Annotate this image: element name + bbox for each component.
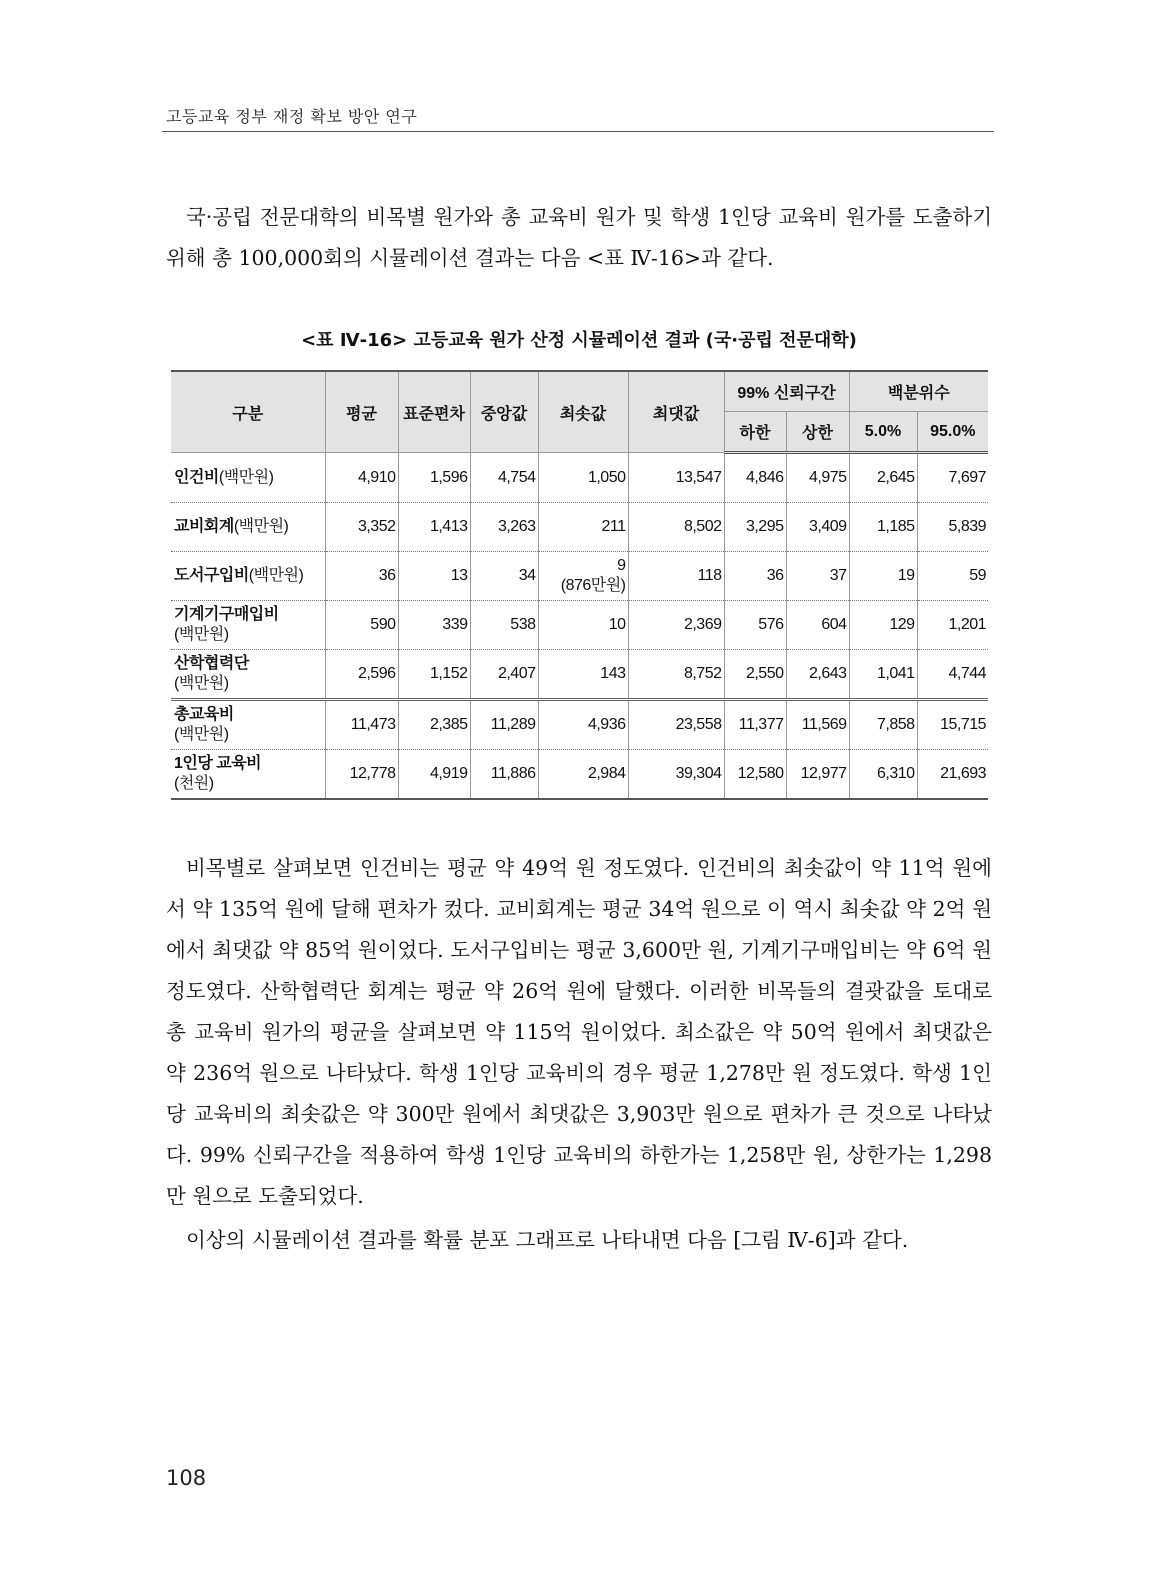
cell-sd: 1,413 — [398, 503, 470, 552]
cell-min: 10 — [538, 601, 628, 650]
cell-median: 34 — [470, 552, 538, 601]
page-number: 108 — [166, 1466, 207, 1490]
cell-ci-lower: 576 — [724, 601, 786, 650]
header-min: 최솟값 — [538, 371, 628, 453]
cell-mean: 11,473 — [325, 700, 398, 750]
cell-min-note: (876만원) — [560, 577, 626, 594]
cell-mean: 2,596 — [325, 650, 398, 700]
cell-ci-upper: 37 — [786, 552, 849, 601]
cell-min: 211 — [538, 503, 628, 552]
header-max: 최댓값 — [628, 371, 724, 453]
cell-median: 11,289 — [470, 700, 538, 750]
cell-min: 4,936 — [538, 700, 628, 750]
cell-max: 39,304 — [628, 750, 724, 800]
cell-min: 1,050 — [538, 453, 628, 503]
row-label — [171, 552, 325, 601]
cell-max: 8,752 — [628, 650, 724, 700]
table-row — [171, 453, 988, 503]
intro-text: 국·공립 전문대학의 비목별 원가와 총 교육비 원가 및 학생 1인당 교육비 원가를 도출하기 위해 총 100,000회의 시뮬레이션 결과는 다음 <표 Ⅳ-16>과 같다. — [166, 205, 992, 270]
cell-p5: 19 — [849, 552, 917, 601]
table-row — [171, 750, 988, 800]
cell-ci-lower: 3,295 — [724, 503, 786, 552]
table-row — [171, 552, 988, 601]
row-label-name: 기계기구매입비 — [174, 606, 279, 623]
cell-median: 2,407 — [470, 650, 538, 700]
row-label-name: 도서구입비 — [174, 567, 249, 584]
cell-p5: 129 — [849, 601, 917, 650]
row-label — [171, 650, 325, 700]
cell-sd: 4,919 — [398, 750, 470, 800]
row-label — [171, 601, 325, 650]
cell-p95: 1,201 — [917, 601, 988, 650]
cell-sd: 1,596 — [398, 453, 470, 503]
cell-p95: 7,697 — [917, 453, 988, 503]
row-label-name: 교비회계 — [174, 518, 234, 535]
row-label-unit: (백만원) — [233, 518, 289, 535]
cell-min-value: 9 — [617, 557, 626, 574]
cell-max: 13,547 — [628, 453, 724, 503]
header-percentile: 백분위수 — [849, 371, 988, 412]
table-row — [171, 700, 988, 750]
cell-p5: 1,185 — [849, 503, 917, 552]
cell-mean: 36 — [325, 552, 398, 601]
cell-min — [538, 552, 628, 601]
header-ci-lower: 하한 — [724, 412, 786, 453]
table-caption: <표 Ⅳ-16> 고등교육 원가 산정 시뮬레이션 결과 (국·공립 전문대학) — [301, 330, 857, 351]
cell-median: 4,754 — [470, 453, 538, 503]
cell-median: 3,263 — [470, 503, 538, 552]
header-sd: 표준편차 — [398, 371, 470, 453]
cell-mean: 590 — [325, 601, 398, 650]
cell-p95: 21,693 — [917, 750, 988, 800]
header-mean: 평균 — [325, 371, 398, 453]
row-label-unit: (백만원) — [174, 726, 229, 743]
simulation-results-table — [171, 370, 988, 800]
cell-ci-upper: 2,643 — [786, 650, 849, 700]
row-label-name: 산학협력단 — [174, 655, 249, 672]
body-text-2: 이상의 시뮬레이션 결과를 확률 분포 그래프로 나타내면 다음 [그림 Ⅳ-6]과 같다. — [186, 1228, 909, 1252]
cell-p95: 4,744 — [917, 650, 988, 700]
body-text-1: 비목별로 살펴보면 인건비는 평균 약 49억 원 정도였다. 인건비의 최솟값이 약 11억 원에서 약 135억 원에 달해 편차가 컸다. 교비회계는 평균 34억 원으로 이 역시 최솟값 약 2억 원에서 최댓값 약 85억 원이었다. 도서구입비는 평균 3,600만 원, 기계기구매입비는 약 6억 원 정도였다. 산학협력단 회계는 평균 약 26억 원에 달했다. 이러한 비목들의 결괏값을 토대로 총 교육비 원가의 평균을 살펴보면 약 115억 원이었다. 최소값은 약 50억 원에서 최댓값은 약 236억 원으로 나타났다. 학생 1인당 교육비의 경우 평균 1,278만 원 정도였다. 학생 1인당 교육비의 최솟값은 약 300만 원에서 최댓값은 3,903만 원으로 편차가 큰 것으로 나타났다. 99% 신뢰구간을 적용하여 학생 1인당 교육비의 하한가는 1,258만 원, 상한가는 1,298만 원으로 도출되었다. — [166, 856, 992, 1208]
header-median: 중앙값 — [470, 371, 538, 453]
cell-min: 143 — [538, 650, 628, 700]
row-label — [171, 453, 325, 503]
cell-ci-lower: 4,846 — [724, 453, 786, 503]
row-label — [171, 750, 325, 800]
cell-max: 118 — [628, 552, 724, 601]
cell-max: 23,558 — [628, 700, 724, 750]
cell-p5: 2,645 — [849, 453, 917, 503]
cell-max: 2,369 — [628, 601, 724, 650]
cell-ci-upper: 11,569 — [786, 700, 849, 750]
cell-sd: 339 — [398, 601, 470, 650]
header-ci-upper: 상한 — [786, 412, 849, 453]
cell-p95: 5,839 — [917, 503, 988, 552]
header-rule — [162, 131, 994, 132]
row-label-name: 총교육비 — [174, 706, 234, 723]
cell-sd: 13 — [398, 552, 470, 601]
cell-ci-upper: 3,409 — [786, 503, 849, 552]
cell-mean: 12,778 — [325, 750, 398, 800]
header-confidence-interval: 99% 신뢰구간 — [724, 371, 849, 412]
intro-paragraph — [166, 197, 992, 279]
table-row — [171, 601, 988, 650]
row-label-unit: (백만원) — [248, 567, 304, 584]
cell-sd: 2,385 — [398, 700, 470, 750]
cell-min: 2,984 — [538, 750, 628, 800]
cell-p5: 6,310 — [849, 750, 917, 800]
body-paragraph-1 — [166, 848, 992, 1217]
row-label-name: 1인당 교육비 — [174, 755, 262, 772]
cell-median: 11,886 — [470, 750, 538, 800]
body-paragraph-2 — [166, 1220, 992, 1261]
cell-median: 538 — [470, 601, 538, 650]
row-label-unit: (백만원) — [174, 675, 229, 692]
cell-ci-lower: 2,550 — [724, 650, 786, 700]
cell-p5: 1,041 — [849, 650, 917, 700]
row-label — [171, 503, 325, 552]
header-p5: 5.0% — [849, 412, 917, 453]
row-label-unit: (백만원) — [218, 468, 274, 486]
cell-ci-lower: 36 — [724, 552, 786, 601]
cell-p95: 15,715 — [917, 700, 988, 750]
cell-p95: 59 — [917, 552, 988, 601]
cell-sd: 1,152 — [398, 650, 470, 700]
table-row — [171, 503, 988, 552]
cell-ci-upper: 4,975 — [786, 453, 849, 503]
header-p95: 95.0% — [917, 412, 988, 453]
row-label — [171, 700, 325, 750]
cell-mean: 4,910 — [325, 453, 398, 503]
row-label-unit: (천원) — [174, 775, 214, 792]
cell-ci-upper: 12,977 — [786, 750, 849, 800]
table-row — [171, 650, 988, 700]
running-header: 고등교육 정부 재정 확보 방안 연구 — [166, 107, 418, 126]
cell-ci-lower: 12,580 — [724, 750, 786, 800]
cell-p5: 7,858 — [849, 700, 917, 750]
cell-ci-upper: 604 — [786, 601, 849, 650]
header-category: 구분 — [171, 371, 325, 453]
cell-ci-lower: 11,377 — [724, 700, 786, 750]
row-label-unit: (백만원) — [174, 626, 229, 643]
cell-max: 8,502 — [628, 503, 724, 552]
row-label-name: 인건비 — [174, 468, 219, 486]
cell-mean: 3,352 — [325, 503, 398, 552]
